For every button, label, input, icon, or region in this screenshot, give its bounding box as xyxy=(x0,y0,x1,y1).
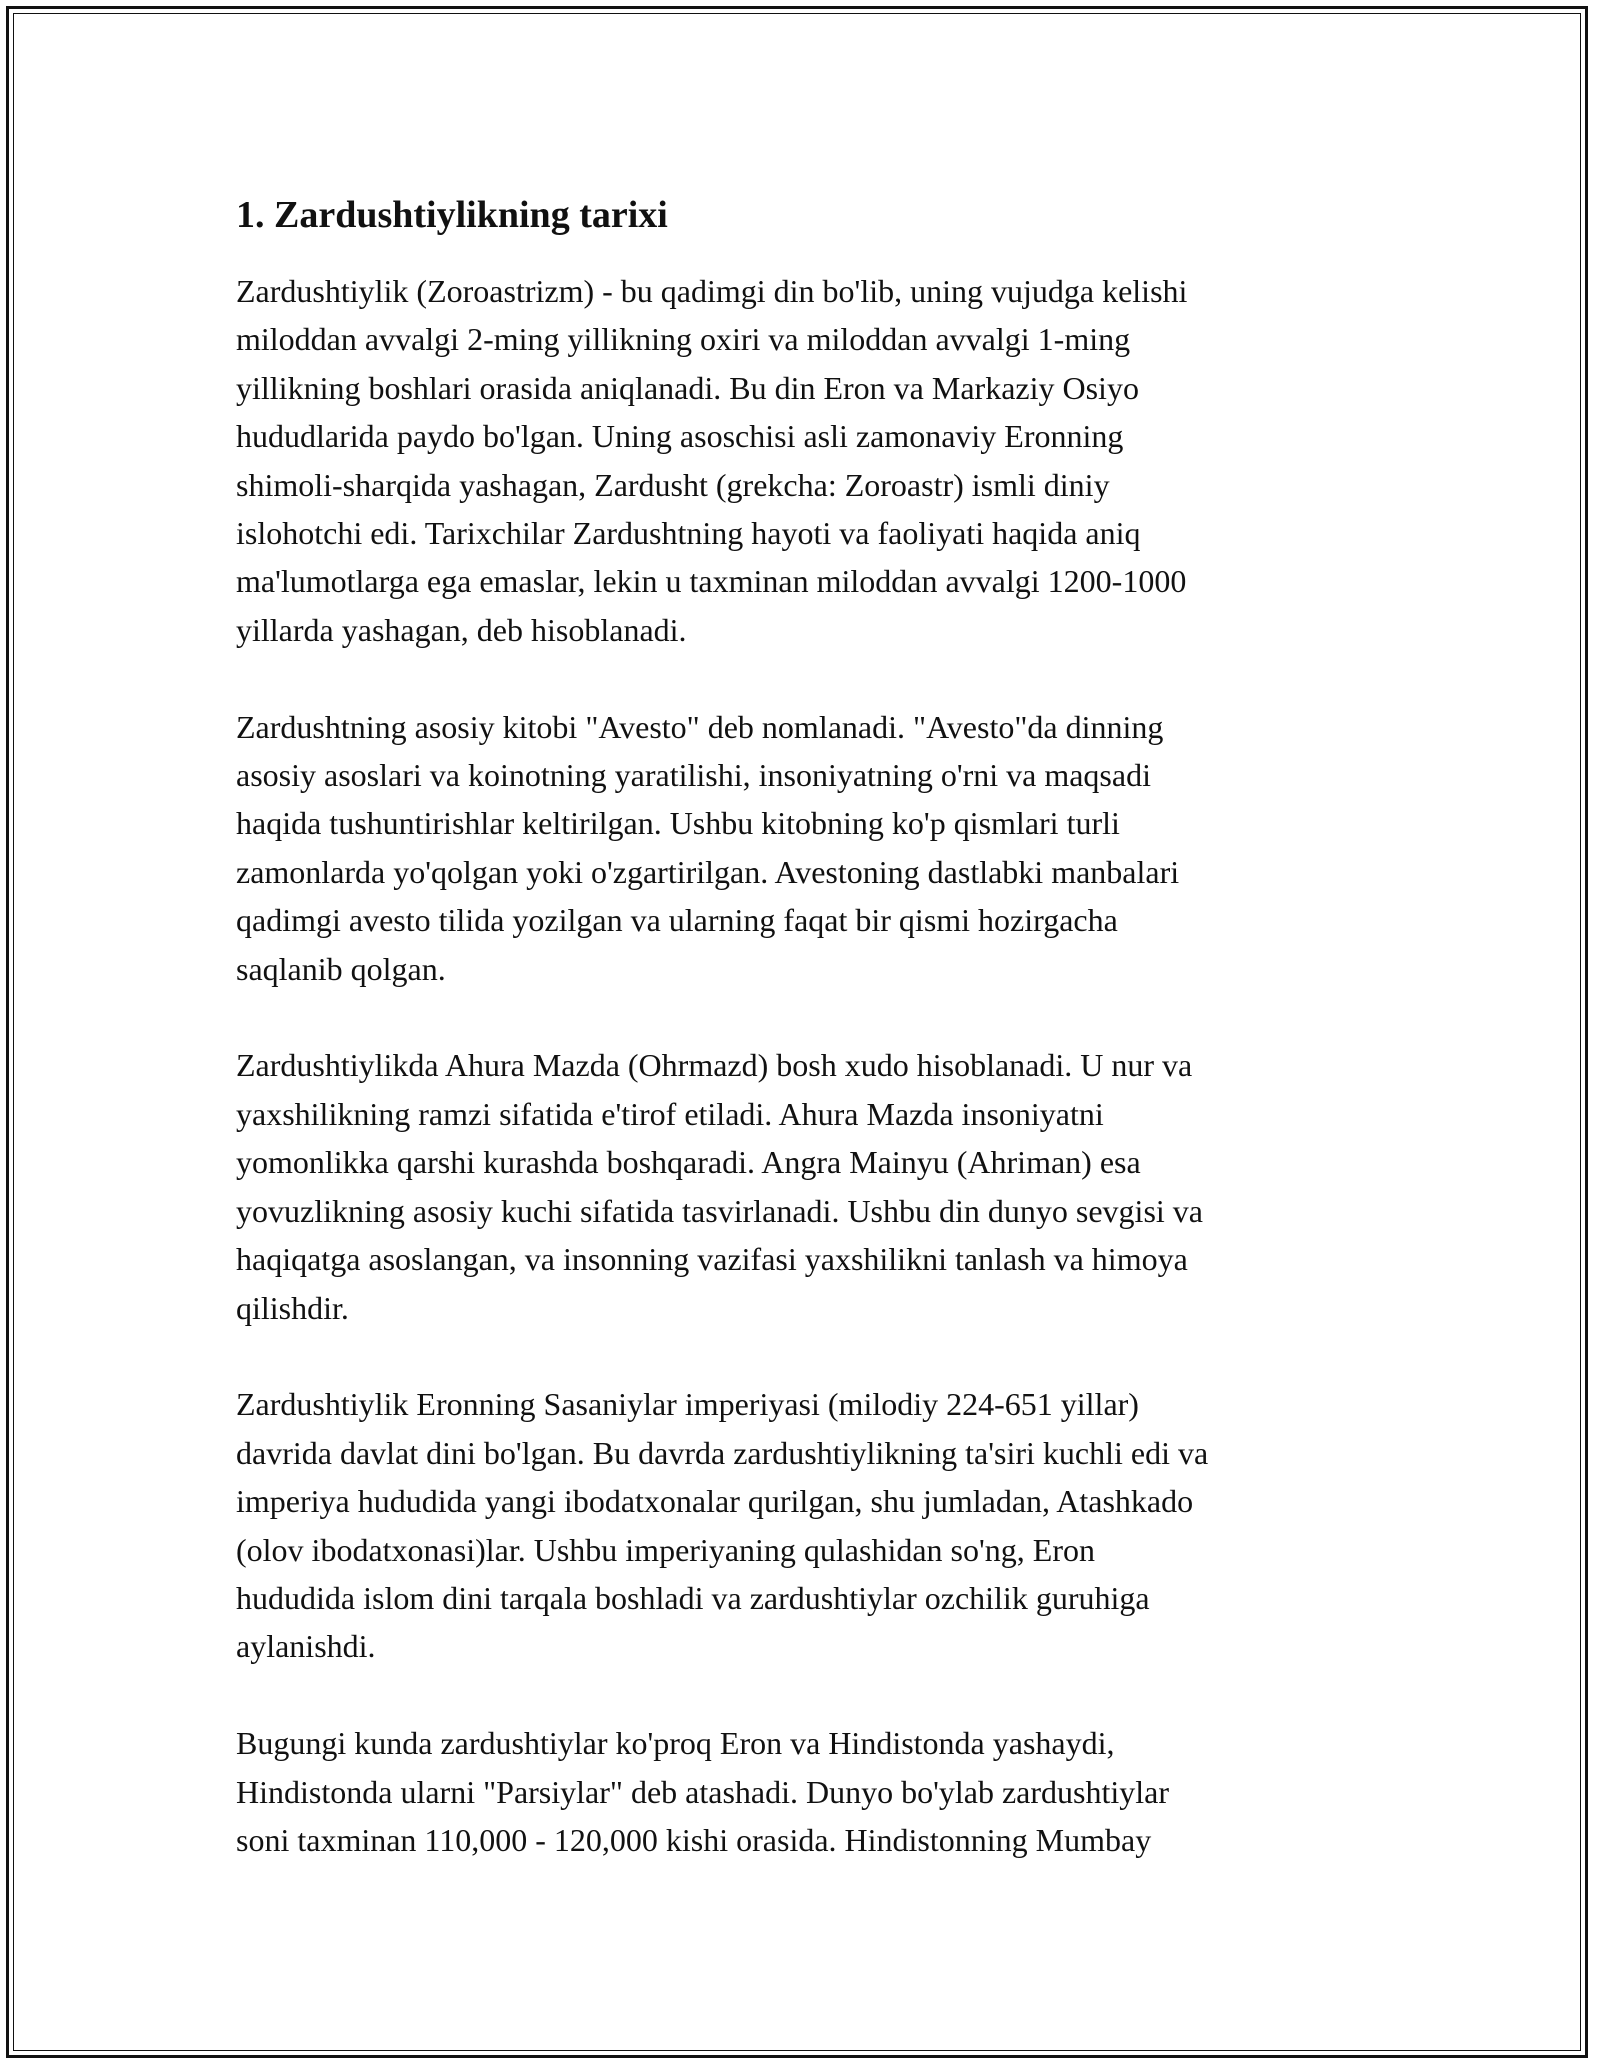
paragraph-ahura-mazda xyxy=(236,1041,1366,1331)
text-line: Bugungi kunda zardushtiylar ko'proq Eron va Hindistonda yashaydi, xyxy=(236,1725,1115,1762)
text-line: saqlanib qolgan. xyxy=(236,950,446,987)
section-heading: 1. Zardushtiylikning tarixi xyxy=(236,194,668,236)
text-line: Zardushtiylik Eronning Sasaniylar imperiyasi (milodiy 224-651 yillar) xyxy=(236,1386,1139,1423)
text-line: Zardushtiylik (Zoroastrizm) - bu qadimgi din bo'lib, uning vujudga kelishi xyxy=(236,273,1188,309)
text-line: (olov ibodatxonasi)lar. Ushbu imperiyaning qulashidan so'ng, Eron xyxy=(236,1531,1095,1568)
text-line: yillarda yashagan, deb hisoblanadi. xyxy=(236,611,687,648)
text-line: haqiqatga asoslangan, va insonning vazifasi yaxshilikni tanlash va himoya xyxy=(236,1241,1188,1278)
paragraph-history xyxy=(236,267,1366,654)
text-line: soni taxminan 110,000 - 120,000 kishi orasida. Hindistonning Mumbay xyxy=(236,1821,1152,1858)
text-line: asosiy asoslari va koinotning yaratilishi, insoniyatning o'rni va maqsadi xyxy=(236,757,1151,794)
text-line: ma'lumotlarga ega emaslar, lekin u taxminan miloddan avvalgi 1200-1000 xyxy=(236,563,1187,600)
text-line: hududida islom dini tarqala boshladi va zardushtiylar ozchilik guruhiga xyxy=(236,1579,1150,1616)
paragraph-sasanian xyxy=(236,1380,1366,1670)
text-line: yillikning boshlari orasida aniqlanadi. Bu din Eron va Markaziy Osiyo xyxy=(236,369,1139,406)
text-line: zamonlarda yo'qolgan yoki o'zgartirilgan. Avestoning dastlabki manbalari xyxy=(236,853,1180,890)
text-line: davrida davlat dini bo'lgan. Bu davrda zardushtiylikning ta'siri kuchli edi va xyxy=(236,1434,1209,1471)
text-line: qilishdir. xyxy=(236,1289,349,1326)
text-line: haqida tushuntirishlar keltirilgan. Ushbu kitobning ko'p qismlari turli xyxy=(236,805,1120,842)
text-line: Zardushtiylikda Ahura Mazda (Ohrmazd) bosh xudo hisoblanadi. U nur va xyxy=(236,1047,1193,1084)
text-line: Zardushtning asosiy kitobi "Avesto" deb nomlanadi. "Avesto"da dinning xyxy=(236,708,1164,745)
paragraph-today xyxy=(236,1719,1366,1864)
text-line: shimoli-sharqida yashagan, Zardusht (grekcha: Zoroastr) ismli diniy xyxy=(236,466,1110,503)
text-line: qadimgi avesto tilida yozilgan va ularning faqat bir qismi hozirgacha xyxy=(236,902,1118,939)
document-body xyxy=(236,185,1366,1913)
text-line: Hindistonda ularni "Parsiylar" deb atashadi. Dunyo bo'ylab zardushtiylar xyxy=(236,1773,1170,1810)
text-line: aylanishdi. xyxy=(236,1628,376,1665)
text-line: yomonlikka qarshi kurashda boshqaradi. Angra Mainyu (Ahriman) esa xyxy=(236,1144,1141,1181)
text-line: hududlarida paydo bo'lgan. Uning asoschisi asli zamonaviy Eronning xyxy=(236,418,1124,455)
text-line: islohotchi edi. Tarixchilar Zardushtning hayoti va faoliyati haqida aniq xyxy=(236,515,1141,552)
text-line: yovuzlikning asosiy kuchi sifatida tasvirlanadi. Ushbu din dunyo sevgisi va xyxy=(236,1192,1203,1229)
text-line: miloddan avvalgi 2-ming yillikning oxiri va miloddan avvalgi 1-ming xyxy=(236,321,1131,358)
text-line: imperiya hududida yangi ibodatxonalar qurilgan, shu jumladan, Atashkado xyxy=(236,1483,1194,1520)
paragraph-avesta xyxy=(236,703,1366,993)
text-line: yaxshilikning ramzi sifatida e'tirof etiladi. Ahura Mazda insoniyatni xyxy=(236,1095,1104,1132)
